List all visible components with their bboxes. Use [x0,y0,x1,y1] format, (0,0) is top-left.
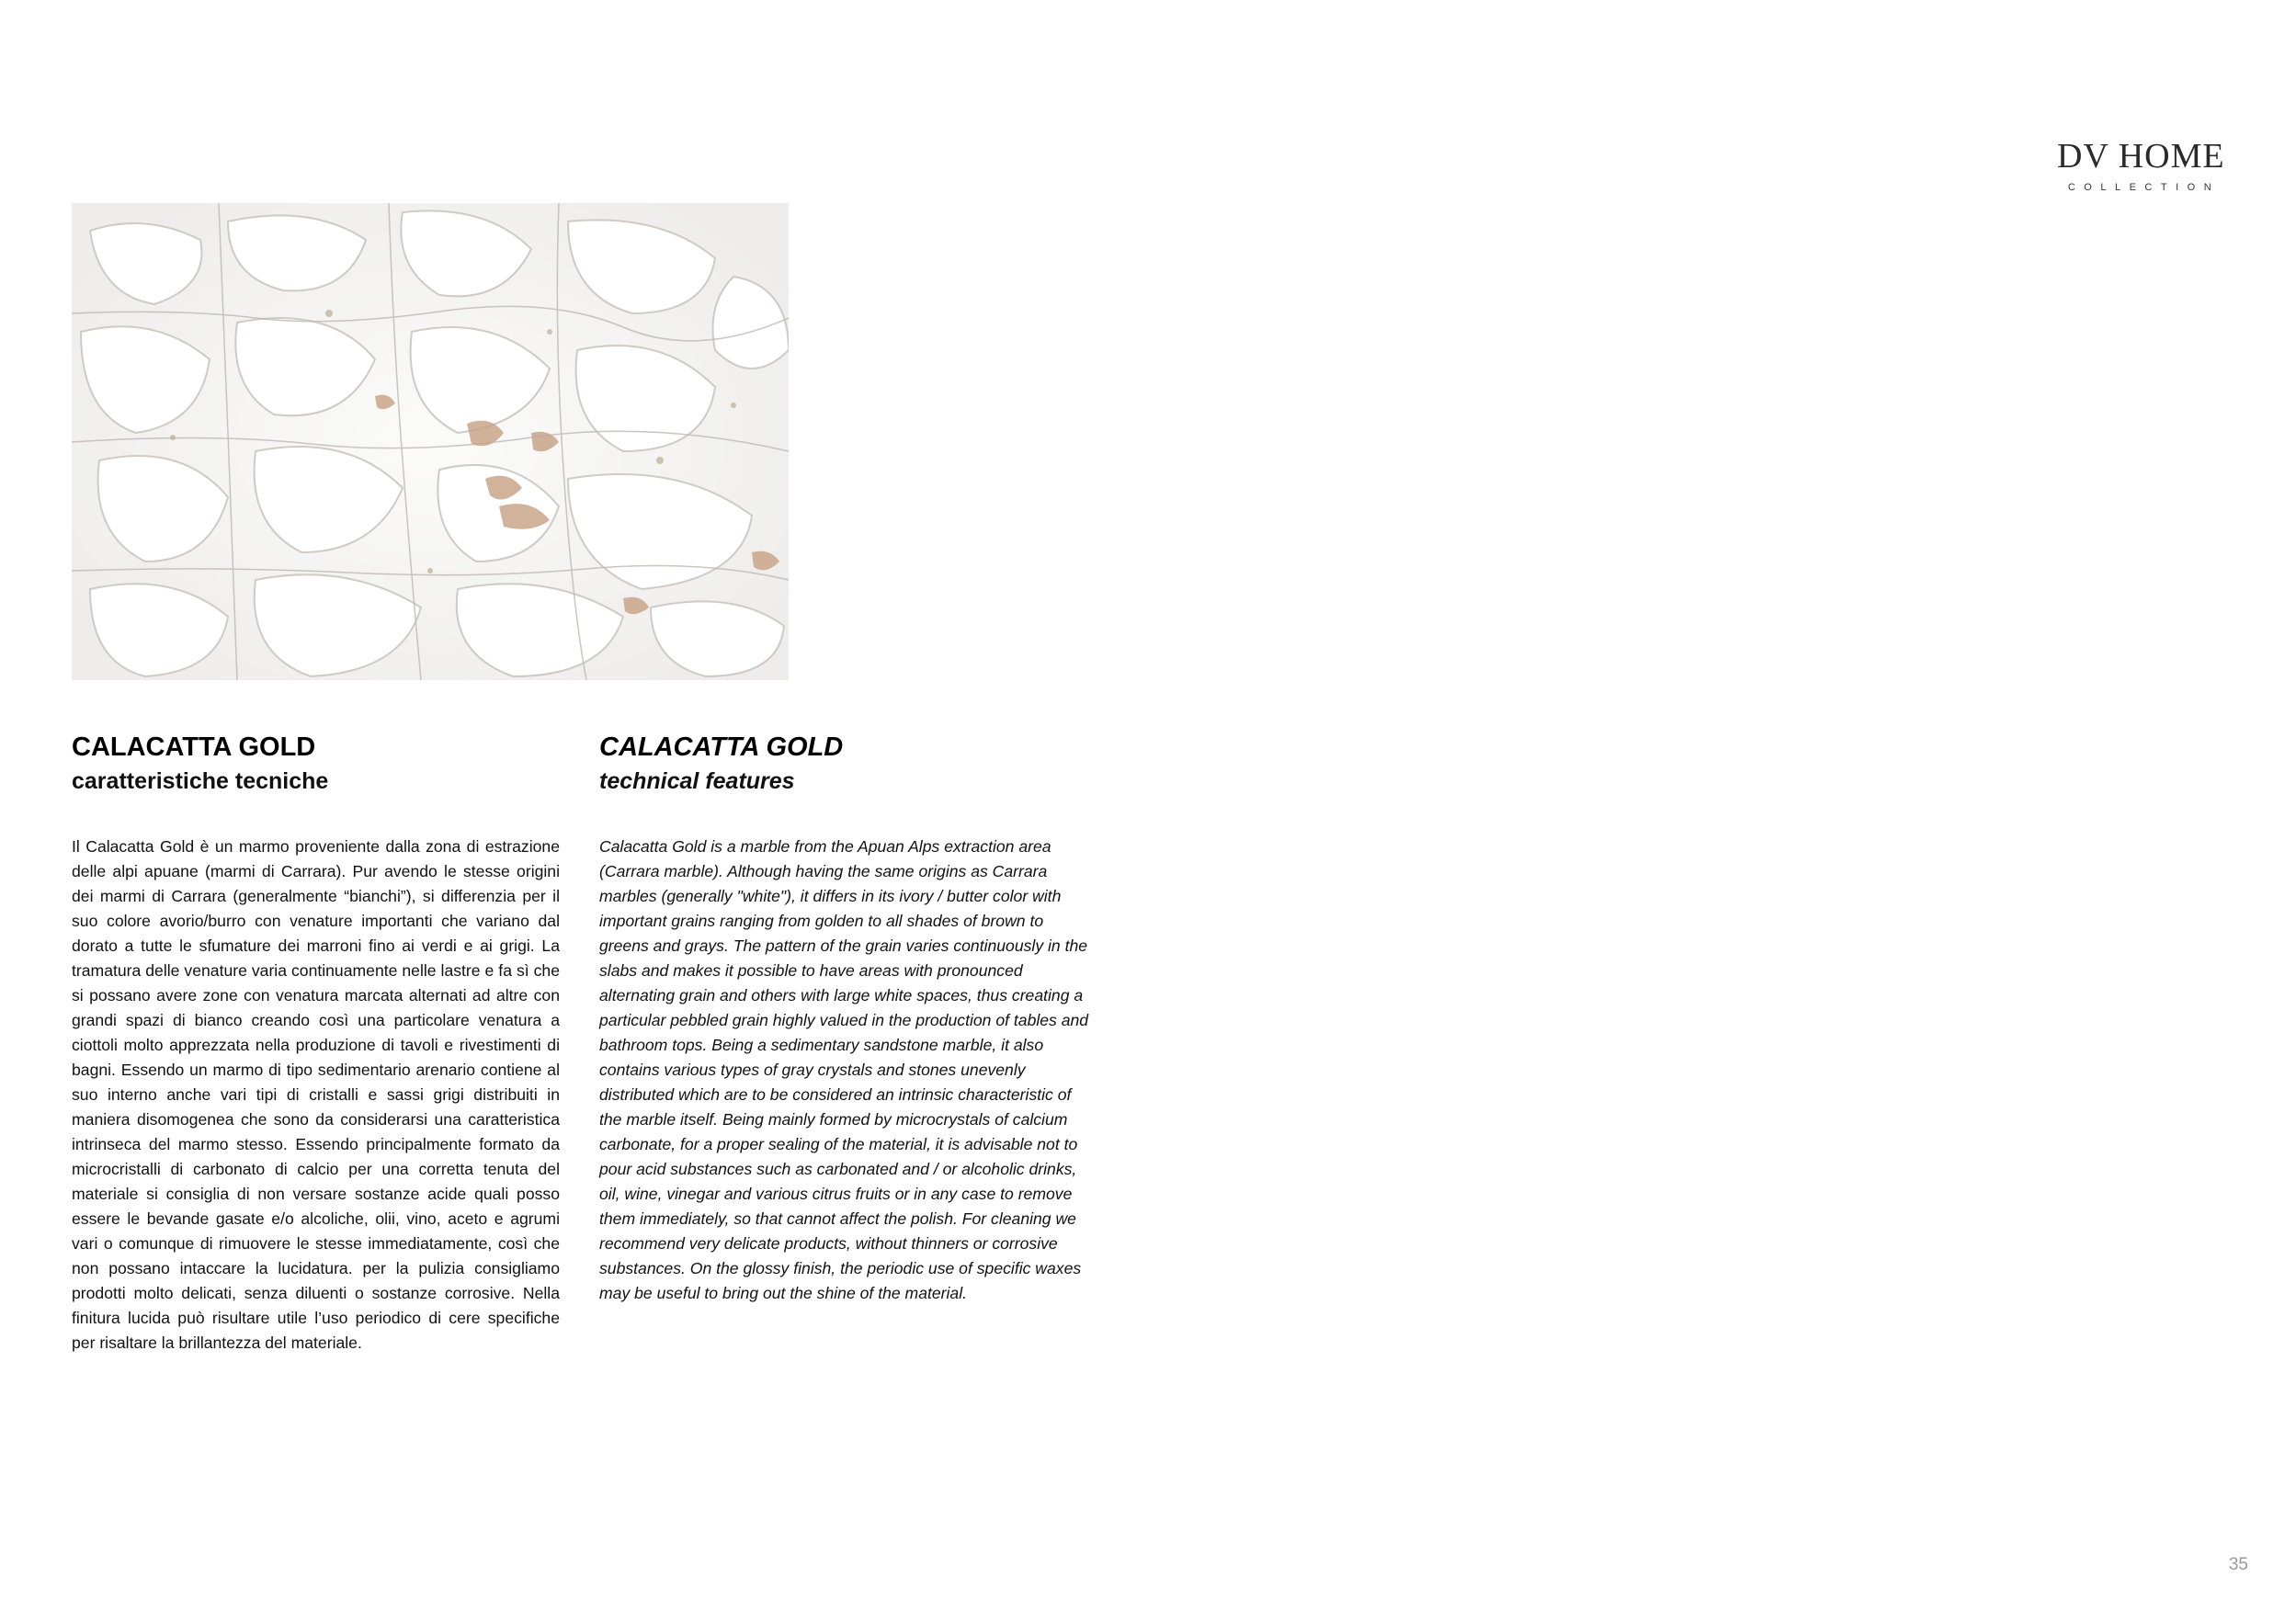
english-body: Calacatta Gold is a marble from the Apuan Alps extraction area (Carrara marble). Although having the same origins as Carrara marbles (generally "white"), it differs in its ivory / butter color with important grains ranging from golden to all shades of brown to greens and grays. The pattern of the grain varies continuously in the slabs and makes it possible to have areas with pronounced alternating grain and others with large white spaces, thus creating a particular pebbled grain highly valued in the production of tables and bathroom tops. Being a sedimentary sandstone marble, it also contains various types of gray crystals and stones unevenly distributed which are to be considered an intrinsic characteristic of the marble itself. Being mainly formed by microcrystals of calcium carbonate, for a proper sealing of the material, it is advisable not to pour acid substances such as carbonated and / or alcoholic drinks, oil, wine, vinegar and various citrus fruits or in any case to remove them immediately, so that cannot affect the polish. For cleaning we recommend very delicate products, without thinners or corrosive substances. On the glossy finish, the periodic use of specific waxes may be useful to bring out the shine of the material. [599,837,1089,1302]
brand-name: DV HOME [2057,137,2225,176]
english-column [599,730,1096,1322]
english-subtitle: technical features [599,768,795,794]
italian-body: Il Calacatta Gold è un marmo proveniente dalla zona di estrazione delle alpi apuane (marmi di Carrara). Pur avendo le stesse origini dei marmi di Carrara (generalmente “bianchi”), si differenzia per il suo colore avorio/burro con venature importanti che variano dal dorato a tutte le sfumature dei marroni fino ai verdi e ai grigi. La tramatura delle venature varia continuamente nelle lastre e fa sì che si possano avere zone con venatura marcata alternati ad altre con grandi spazi di bianco creando così una particolare venatura a ciottoli molto apprezzata nella produzione di tavoli e rivestimenti di bagni. Essendo un marmo di tipo sedimentario arenario contiene al suo interno anche vari tipi di cristalli e sassi grigi distribuiti in maniera disomogenea che sono da considerarsi una caratteristica intrinseca del marmo stesso. Essendo principalmente formato da microcristalli di carbonato di calcio per una corretta tenuta del materiale si consiglia di non versare sostanze acide quali posso essere le bevande gasate e/o alcoliche, olii, vino, aceto e agrumi vari o comunque di rimuovere le stesse immediatamente, così che non possano intaccare la lucidatura. per la pulizia consigliamo prodotti molto delicati, senza diluenti o sostanze corrosive. Nella finitura lucida può risultare utile l’uso periodico di cere specifiche per risaltare la brillantezza del materiale. [72,837,560,1352]
marble-image [72,203,789,680]
brand-logo [2057,137,2225,193]
italian-subtitle: caratteristiche tecniche [72,768,329,794]
brand-subtitle: COLLECTION [2067,182,2221,193]
marble-texture-icon [72,203,789,680]
page-number: 35 [2228,1555,2248,1574]
italian-title: CALACATTA GOLD [72,732,316,762]
english-title: CALACATTA GOLD [599,732,844,762]
italian-column [72,730,560,1372]
